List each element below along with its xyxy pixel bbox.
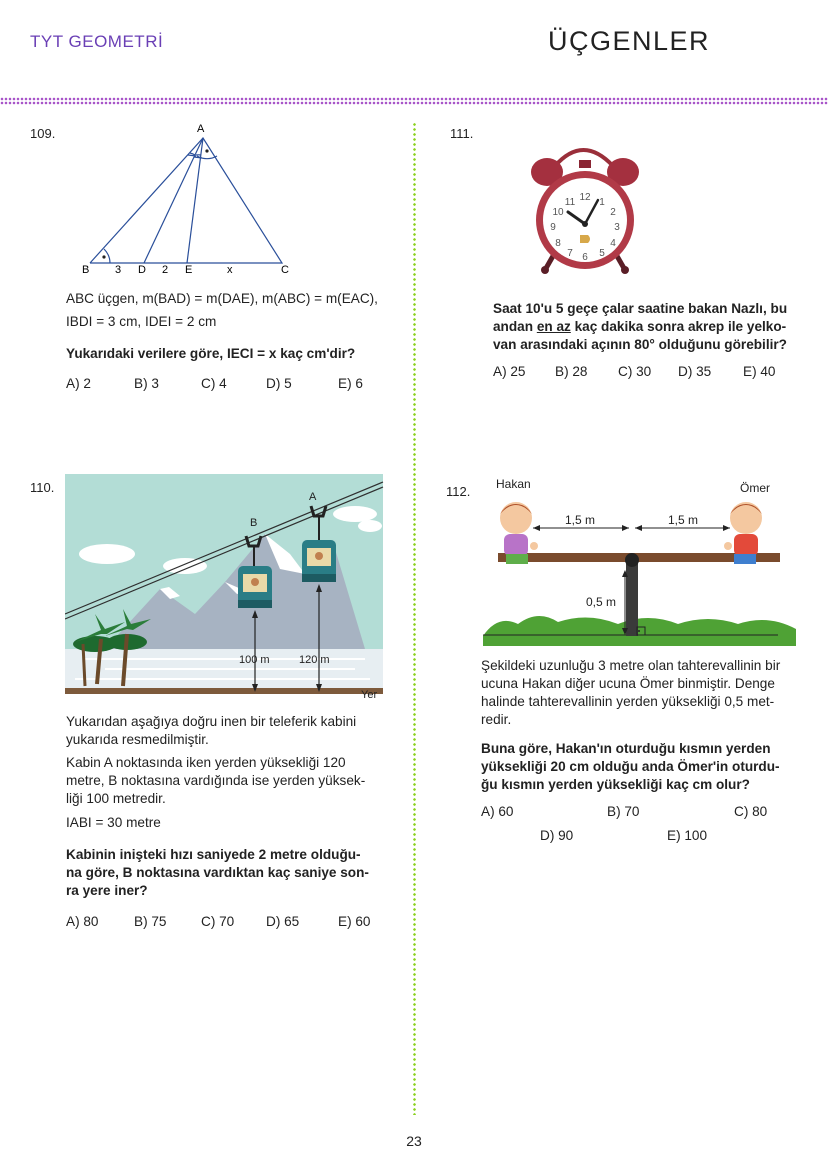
topic-title: ÜÇGENLER	[547, 26, 710, 56]
q110-question-line3: ra yere iner?	[66, 883, 148, 898]
clock-num-5: 5	[599, 248, 605, 259]
column-divider	[413, 122, 416, 1115]
label-e: E	[185, 264, 193, 276]
q111-option-e[interactable]: E) 40	[743, 364, 776, 379]
clock-num-10: 10	[552, 207, 564, 218]
clock-num-6: 6	[582, 252, 588, 263]
label-omer: Ömer	[740, 481, 770, 495]
q109-option-a[interactable]: A) 2	[66, 376, 91, 391]
label-d: D	[138, 264, 146, 276]
label-cabin-a: A	[309, 491, 317, 503]
clock-num-8: 8	[555, 238, 561, 249]
q111-option-d[interactable]: D) 35	[678, 364, 712, 379]
q112-option-c[interactable]: C) 80	[734, 804, 768, 819]
triangle-abc	[90, 138, 282, 263]
clock-num-3: 3	[614, 222, 620, 233]
q109-option-b[interactable]: B) 3	[134, 376, 159, 391]
header-divider	[0, 97, 828, 105]
q112-p-line3: halinde tahterevallinin yerden yüksekliği 0,5 met-	[481, 694, 775, 709]
q112-seesaw-figure	[478, 474, 808, 650]
label-height-b: 100 m	[239, 654, 270, 666]
page-number: 23	[406, 1133, 422, 1149]
q112-question-line1: Buna göre, Hakan'ın oturduğu kısmın yerden	[481, 741, 771, 756]
label-height: 0,5 m	[586, 595, 617, 609]
q110-question-line2: na göre, B noktasına vardıktan kaç saniye son-	[66, 865, 369, 880]
q111-number: 111.	[450, 126, 474, 141]
q110-option-c[interactable]: C) 70	[201, 914, 235, 929]
alarm-clock-icon	[525, 138, 645, 278]
q111-question-line2: andan en az kaç dakika sonra akrep ile yelko-	[493, 319, 787, 334]
q109-given-line1: ABC üçgen, m(BAD) = m(DAE), m(ABC) = m(EAC),	[66, 291, 378, 306]
label-hakan: Hakan	[496, 477, 531, 491]
label-bd: 3	[115, 264, 122, 276]
q111-question-line1: Saat 10'u 5 geçe çalar saatine bakan Nazlı, bu	[493, 301, 788, 316]
clock-num-7: 7	[567, 248, 573, 259]
q109-given-line2: IBDI = 3 cm, IDEI = 2 cm	[66, 314, 217, 329]
q110-p1-line1: Yukarıdan aşağıya doğru inen bir teleferik kabini	[66, 714, 357, 729]
clock-num-9: 9	[550, 222, 556, 233]
q109-triangle-figure	[70, 118, 320, 280]
label-a: A	[197, 123, 205, 135]
q112-option-b[interactable]: B) 70	[607, 804, 640, 819]
q110-option-b[interactable]: B) 75	[134, 914, 167, 929]
q111-question-line3: van arasındaki açının 80° olduğunu görebilir?	[493, 337, 787, 352]
q109-question: Yukarıdaki verilere göre, IECI = x kaç cm'dir?	[66, 346, 356, 361]
label-c: C	[281, 264, 289, 276]
q110-p2-line3: liği 100 metredir.	[66, 791, 166, 806]
q112-p-line2: ucuna Hakan diğer ucuna Ömer binmiştir. Denge	[481, 676, 775, 691]
q112-question-line2: yüksekliği 20 cm olduğu anda Ömer'in oturdu-	[481, 759, 780, 774]
q109-option-c[interactable]: C) 4	[201, 376, 227, 391]
q112-p-line4: redir.	[481, 712, 512, 727]
label-ground: Yer	[361, 689, 378, 701]
clock-num-1: 1	[599, 197, 605, 208]
label-left-distance: 1,5 m	[565, 513, 596, 527]
clock-num-2: 2	[610, 207, 616, 218]
label-right-distance: 1,5 m	[668, 513, 699, 527]
q111-option-c[interactable]: C) 30	[618, 364, 652, 379]
q109-number: 109.	[30, 126, 56, 141]
q110-p2-line2: metre, B noktasına vardığında ise yerden yüksek-	[66, 773, 366, 788]
q110-option-a[interactable]: A) 80	[66, 914, 99, 929]
q110-p2-line1: Kabin A noktasında iken yerden yüksekliği 120	[66, 755, 346, 770]
q110-cable-car-figure	[65, 474, 385, 702]
label-ec: x	[227, 264, 233, 276]
subject-title: TYT GEOMETRİ	[30, 32, 164, 51]
q110-option-e[interactable]: E) 60	[338, 914, 371, 929]
q110-p3: IABI = 30 metre	[66, 815, 161, 830]
q112-question-line3: ğu kısmın yerden yüksekliği kaç cm olur?	[481, 777, 750, 792]
label-height-a: 120 m	[299, 654, 330, 666]
q111-option-a[interactable]: A) 25	[493, 364, 526, 379]
q109-option-e[interactable]: E) 6	[338, 376, 363, 391]
q111-option-b[interactable]: B) 28	[555, 364, 588, 379]
q112-option-d[interactable]: D) 90	[540, 828, 574, 843]
label-b: B	[82, 264, 90, 276]
q109-option-d[interactable]: D) 5	[266, 376, 292, 391]
q112-option-e[interactable]: E) 100	[667, 828, 708, 843]
q110-question-line1: Kabinin inişteki hızı saniyede 2 metre olduğu-	[66, 847, 361, 862]
q112-option-a[interactable]: A) 60	[481, 804, 514, 819]
clock-num-4: 4	[610, 238, 616, 249]
q112-number: 112.	[446, 484, 471, 499]
label-cabin-b: B	[250, 517, 258, 529]
clock-num-12: 12	[579, 192, 591, 203]
q110-option-d[interactable]: D) 65	[266, 914, 300, 929]
label-de: 2	[162, 264, 169, 276]
clock-num-11: 11	[564, 197, 576, 208]
q110-number: 110.	[30, 480, 55, 495]
q110-p1-line2: yukarıda resmedilmiştir.	[66, 732, 209, 747]
q112-p-line1: Şekildeki uzunluğu 3 metre olan tahterevallinin bir	[481, 658, 781, 673]
